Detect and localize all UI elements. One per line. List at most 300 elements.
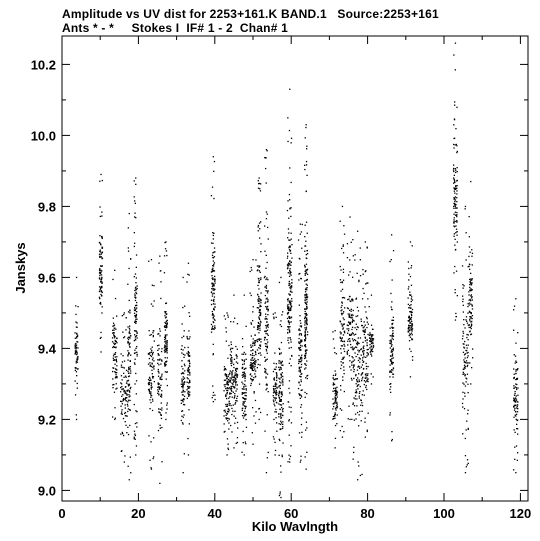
data-point xyxy=(225,394,226,395)
data-point xyxy=(151,388,152,389)
data-point xyxy=(135,287,136,288)
data-point xyxy=(122,394,123,395)
data-point xyxy=(389,384,390,385)
data-point xyxy=(365,378,366,379)
data-point xyxy=(232,370,233,371)
data-point xyxy=(134,404,135,405)
data-point xyxy=(273,395,274,396)
data-point xyxy=(467,413,468,414)
data-point xyxy=(408,274,409,275)
data-point xyxy=(282,424,283,425)
data-point xyxy=(464,365,465,366)
data-point xyxy=(188,378,189,379)
data-point xyxy=(335,425,336,426)
data-point xyxy=(128,385,129,386)
data-point xyxy=(371,350,372,351)
data-point xyxy=(228,374,229,375)
data-point xyxy=(135,316,136,317)
data-point xyxy=(230,341,231,342)
data-point xyxy=(121,396,122,397)
data-point xyxy=(260,306,261,307)
data-point xyxy=(260,243,261,244)
data-point xyxy=(337,396,338,397)
data-point xyxy=(301,360,302,361)
data-point xyxy=(260,412,261,413)
data-point xyxy=(307,253,308,254)
data-point xyxy=(515,298,516,299)
data-point xyxy=(515,356,516,357)
data-point xyxy=(182,323,183,324)
data-point xyxy=(245,395,246,396)
data-point xyxy=(408,261,409,262)
data-point xyxy=(409,348,410,349)
data-point xyxy=(359,393,360,394)
data-point xyxy=(359,381,360,382)
data-point xyxy=(135,289,136,290)
data-point xyxy=(225,417,226,418)
data-point xyxy=(471,297,472,298)
data-point xyxy=(390,335,391,336)
data-point xyxy=(245,419,246,420)
data-point xyxy=(234,411,235,412)
data-point xyxy=(289,310,290,311)
data-point xyxy=(101,215,102,216)
data-point xyxy=(390,386,391,387)
data-point xyxy=(365,357,366,358)
data-point xyxy=(211,195,212,196)
data-point xyxy=(344,297,345,298)
data-point xyxy=(153,335,154,336)
data-point xyxy=(305,346,306,347)
data-point xyxy=(127,380,128,381)
data-point xyxy=(114,407,115,408)
data-point xyxy=(149,408,150,409)
data-point xyxy=(332,377,333,378)
data-point xyxy=(136,267,137,268)
data-point xyxy=(409,330,410,331)
data-point xyxy=(243,431,244,432)
data-point xyxy=(280,399,281,400)
data-point xyxy=(259,280,260,281)
data-point xyxy=(300,456,301,457)
data-point xyxy=(360,349,361,350)
data-point xyxy=(274,405,275,406)
data-point xyxy=(410,351,411,352)
data-point xyxy=(243,354,244,355)
data-point xyxy=(390,355,391,356)
data-point xyxy=(371,295,372,296)
data-point xyxy=(462,299,463,300)
data-point xyxy=(289,240,290,241)
data-point xyxy=(267,319,268,320)
data-point xyxy=(392,323,393,324)
data-point xyxy=(265,268,266,269)
data-point xyxy=(183,390,184,391)
data-point xyxy=(287,200,288,201)
data-point xyxy=(183,398,184,399)
data-point xyxy=(235,346,236,347)
data-point xyxy=(158,345,159,346)
data-point xyxy=(129,300,130,301)
data-point xyxy=(252,363,253,364)
data-point xyxy=(282,455,283,456)
data-point xyxy=(182,400,183,401)
data-point xyxy=(231,390,232,391)
data-point xyxy=(279,360,280,361)
data-point xyxy=(281,352,282,353)
data-point xyxy=(342,376,343,377)
data-point xyxy=(412,324,413,325)
data-point xyxy=(75,305,76,306)
data-point xyxy=(245,443,246,444)
data-point xyxy=(352,357,353,358)
data-point xyxy=(134,313,135,314)
data-point xyxy=(355,340,356,341)
data-point xyxy=(287,340,288,341)
data-point xyxy=(462,392,463,393)
data-point xyxy=(121,375,122,376)
data-point xyxy=(116,356,117,357)
data-point xyxy=(246,359,247,360)
data-point xyxy=(455,206,456,207)
data-point xyxy=(467,313,468,314)
data-point xyxy=(127,405,128,406)
data-point xyxy=(361,474,362,475)
data-point xyxy=(300,320,301,321)
data-point xyxy=(342,426,343,427)
data-point xyxy=(354,369,355,370)
data-point xyxy=(453,144,454,145)
data-point xyxy=(128,373,129,374)
data-point xyxy=(223,415,224,416)
data-point xyxy=(189,394,190,395)
data-point xyxy=(244,376,245,377)
data-point xyxy=(306,304,307,305)
data-point xyxy=(411,285,412,286)
data-point xyxy=(187,370,188,371)
data-point xyxy=(516,387,517,388)
data-point xyxy=(357,377,358,378)
data-point xyxy=(258,278,259,279)
data-point xyxy=(289,326,290,327)
data-point xyxy=(463,344,464,345)
data-point xyxy=(364,321,365,322)
data-point xyxy=(259,364,260,365)
data-point xyxy=(252,345,253,346)
data-point xyxy=(453,169,454,170)
data-point xyxy=(183,354,184,355)
data-point xyxy=(102,306,103,307)
data-point xyxy=(242,415,243,416)
data-point xyxy=(189,316,190,317)
data-point xyxy=(267,279,268,280)
data-point xyxy=(515,391,516,392)
data-point xyxy=(211,275,212,276)
data-point xyxy=(151,363,152,364)
data-point xyxy=(134,290,135,291)
data-point xyxy=(341,340,342,341)
data-point xyxy=(304,313,305,314)
data-point xyxy=(244,295,245,296)
data-point xyxy=(367,318,368,319)
data-point xyxy=(257,349,258,350)
data-point xyxy=(123,435,124,436)
data-point xyxy=(305,367,306,368)
data-point xyxy=(266,388,267,389)
data-point xyxy=(457,180,458,181)
data-point xyxy=(231,374,232,375)
data-point xyxy=(265,369,266,370)
data-point xyxy=(332,408,333,409)
data-point xyxy=(231,393,232,394)
data-point xyxy=(214,306,215,307)
data-point xyxy=(266,322,267,323)
data-point xyxy=(236,376,237,377)
data-point xyxy=(299,376,300,377)
data-point xyxy=(280,385,281,386)
data-point xyxy=(127,354,128,355)
data-point xyxy=(392,335,393,336)
data-point xyxy=(467,366,468,367)
data-point xyxy=(235,402,236,403)
data-point xyxy=(134,431,135,432)
data-point xyxy=(362,394,363,395)
data-point xyxy=(363,348,364,349)
data-point xyxy=(135,184,136,185)
data-point xyxy=(250,359,251,360)
data-point xyxy=(112,341,113,342)
data-point xyxy=(152,306,153,307)
data-point xyxy=(349,419,350,420)
data-point xyxy=(372,343,373,344)
data-point xyxy=(267,292,268,293)
data-point xyxy=(159,359,160,360)
data-point xyxy=(135,348,136,349)
data-point xyxy=(152,376,153,377)
data-point xyxy=(152,373,153,374)
data-point xyxy=(472,299,473,300)
data-point xyxy=(341,307,342,308)
data-point xyxy=(464,375,465,376)
data-point xyxy=(335,447,336,448)
data-point xyxy=(306,222,307,223)
data-point xyxy=(99,275,100,276)
data-point xyxy=(393,357,394,358)
data-point xyxy=(234,397,235,398)
data-point xyxy=(463,319,464,320)
data-point xyxy=(152,400,153,401)
data-point xyxy=(121,383,122,384)
data-point xyxy=(115,418,116,419)
data-point xyxy=(349,355,350,356)
data-point xyxy=(273,386,274,387)
data-point xyxy=(341,314,342,315)
data-point xyxy=(268,391,269,392)
data-point xyxy=(254,392,255,393)
data-point xyxy=(352,299,353,300)
data-point xyxy=(255,342,256,343)
data-point xyxy=(411,330,412,331)
data-point xyxy=(366,385,367,386)
data-point xyxy=(357,315,358,316)
data-point xyxy=(214,278,215,279)
data-point xyxy=(362,372,363,373)
data-point xyxy=(77,347,78,348)
data-point xyxy=(281,314,282,315)
data-point xyxy=(300,371,301,372)
data-point xyxy=(350,344,351,345)
data-point xyxy=(233,367,234,368)
data-point xyxy=(230,405,231,406)
data-point xyxy=(212,295,213,296)
data-point xyxy=(189,374,190,375)
data-point xyxy=(187,337,188,338)
data-point xyxy=(149,335,150,336)
data-point xyxy=(136,302,137,303)
data-point xyxy=(234,387,235,388)
data-point xyxy=(153,437,154,438)
data-point xyxy=(260,315,261,316)
data-point xyxy=(166,321,167,322)
data-point xyxy=(113,325,114,326)
data-point xyxy=(340,385,341,386)
data-point xyxy=(122,403,123,404)
data-point xyxy=(515,361,516,362)
data-point xyxy=(251,383,252,384)
data-point xyxy=(189,355,190,356)
data-point xyxy=(230,321,231,322)
data-point xyxy=(367,247,368,248)
data-point xyxy=(252,432,253,433)
data-point xyxy=(152,285,153,286)
data-point xyxy=(158,430,159,431)
data-point xyxy=(352,338,353,339)
data-point xyxy=(267,359,268,360)
data-point xyxy=(342,437,343,438)
data-point xyxy=(469,300,470,301)
data-point xyxy=(289,199,290,200)
data-point xyxy=(150,467,151,468)
data-point xyxy=(268,309,269,310)
data-point xyxy=(392,333,393,334)
data-point xyxy=(150,394,151,395)
data-point xyxy=(367,322,368,323)
data-point xyxy=(265,279,266,280)
data-point xyxy=(280,320,281,321)
data-point xyxy=(228,449,229,450)
data-point xyxy=(410,294,411,295)
data-point xyxy=(116,342,117,343)
data-point xyxy=(100,250,101,251)
data-point xyxy=(278,378,279,379)
data-point xyxy=(128,311,129,312)
data-point xyxy=(391,372,392,373)
data-point xyxy=(231,378,232,379)
data-point xyxy=(273,317,274,318)
data-point xyxy=(231,362,232,363)
data-point xyxy=(456,222,457,223)
data-point xyxy=(214,256,215,257)
data-point xyxy=(242,359,243,360)
data-point xyxy=(267,333,268,334)
data-point xyxy=(161,390,162,391)
data-point xyxy=(258,267,259,268)
data-point xyxy=(181,400,182,401)
data-point xyxy=(264,251,265,252)
data-point xyxy=(77,383,78,384)
data-point xyxy=(187,382,188,383)
data-point xyxy=(101,279,102,280)
data-point xyxy=(513,398,514,399)
data-point xyxy=(372,342,373,343)
data-point xyxy=(463,372,464,373)
data-point xyxy=(234,359,235,360)
data-point xyxy=(288,455,289,456)
data-point xyxy=(258,288,259,289)
data-point xyxy=(75,321,76,322)
data-point xyxy=(259,318,260,319)
data-point xyxy=(465,208,466,209)
data-point xyxy=(336,391,337,392)
data-point xyxy=(349,259,350,260)
data-point xyxy=(392,338,393,339)
data-point xyxy=(470,331,471,332)
data-point xyxy=(291,182,292,183)
data-point xyxy=(275,369,276,370)
data-point xyxy=(231,414,232,415)
data-point xyxy=(367,375,368,376)
data-point xyxy=(343,311,344,312)
data-point xyxy=(336,405,337,406)
data-point xyxy=(307,233,308,234)
data-point xyxy=(352,239,353,240)
data-point xyxy=(130,472,131,473)
data-point xyxy=(265,361,266,362)
data-point xyxy=(515,398,516,399)
data-point xyxy=(332,398,333,399)
data-point xyxy=(302,345,303,346)
data-point xyxy=(392,279,393,280)
data-point xyxy=(214,319,215,320)
data-point xyxy=(369,347,370,348)
data-point xyxy=(288,298,289,299)
data-point xyxy=(287,305,288,306)
data-point xyxy=(282,426,283,427)
data-point xyxy=(362,342,363,343)
data-point xyxy=(468,256,469,257)
data-point xyxy=(343,269,344,270)
data-point xyxy=(137,337,138,338)
data-point xyxy=(213,354,214,355)
data-point xyxy=(113,355,114,356)
data-point xyxy=(259,183,260,184)
data-point xyxy=(466,232,467,233)
data-point xyxy=(472,308,473,309)
data-point xyxy=(463,285,464,286)
data-point xyxy=(304,358,305,359)
data-point xyxy=(275,312,276,313)
data-point xyxy=(356,316,357,317)
data-point xyxy=(466,345,467,346)
data-point xyxy=(232,397,233,398)
data-point xyxy=(333,382,334,383)
data-point xyxy=(288,272,289,273)
data-point xyxy=(267,374,268,375)
data-point xyxy=(364,395,365,396)
data-point xyxy=(255,411,256,412)
data-point xyxy=(361,319,362,320)
data-point xyxy=(343,280,344,281)
